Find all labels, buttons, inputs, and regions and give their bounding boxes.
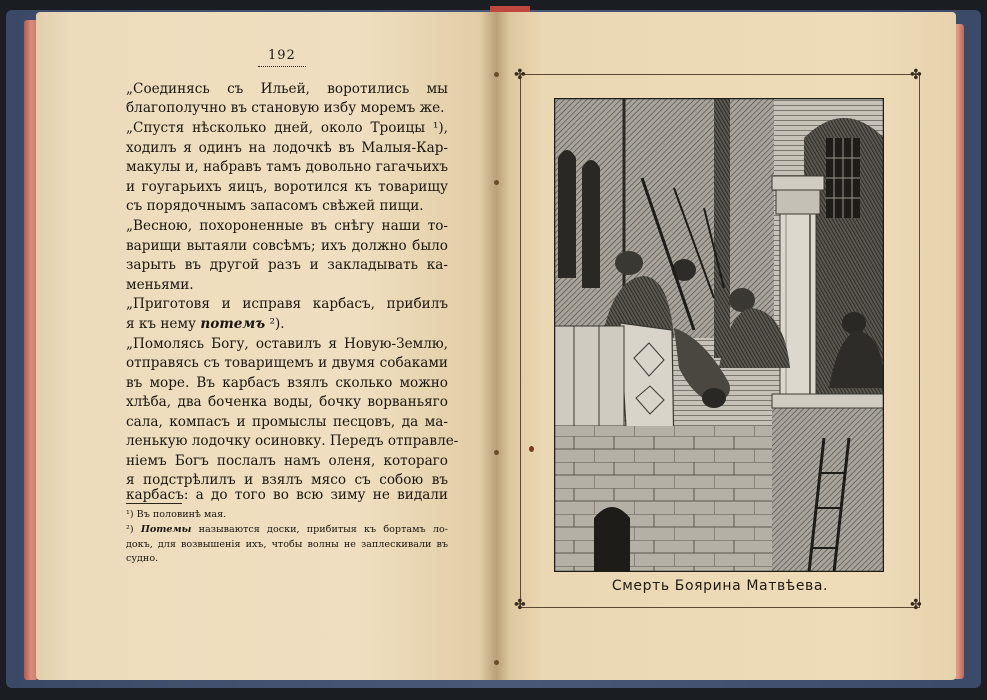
text-line: съ порядочнымъ запасомъ свѣжей пищи. [126, 198, 424, 214]
paper-stain [529, 446, 534, 452]
footnote-ref: ²) [126, 524, 134, 535]
engraving-illustration [554, 98, 884, 572]
page-number-rule [258, 66, 306, 67]
text-line: ленькую лодочку осиновку. Передъ отправле- [126, 433, 459, 449]
text-line: въ море. Въ карбасъ взялъ сколько можно [126, 375, 448, 391]
text-fragment: я къ нему [126, 316, 197, 332]
text-line: благополучно въ становую избу моремъ же. [126, 100, 445, 116]
illustration-caption: Смерть Боярина Матвѣева. [611, 578, 829, 594]
footnote-1: ¹) Въ половинѣ мая. [126, 509, 227, 520]
corner-ornament-icon: ✤ [514, 67, 526, 83]
text-line: „Спустя нѣсколько дней, около Троицы ¹), [126, 120, 448, 136]
text-line: „Весною, похороненные въ снѣгу наши то- [126, 218, 448, 234]
text-line: и гоугарьихъ яицъ, воротился къ товарищу [126, 179, 448, 195]
emphasized-word: потемъ [200, 316, 266, 332]
footnote-ref: ²). [269, 316, 285, 332]
text-line: меньями. [126, 277, 194, 293]
footnote-2-cont: докъ, для возвышенія ихъ, чтобы волны не заплескивали въ [126, 539, 448, 550]
text-line: макулы и, набравъ тамъ довольно гагачьихъ [126, 159, 448, 175]
book-gutter [480, 12, 510, 680]
text-line: „Приготовя и исправя карбасъ, прибилъ [126, 296, 448, 312]
text-line: варищи вытаяли совсѣмъ; ихъ должно было [126, 238, 448, 254]
text-line: зарыть въ другой разъ и закладывать ка- [126, 257, 448, 273]
page-number: 192 [268, 48, 296, 63]
emphasized-word: Потемы [140, 524, 192, 535]
corner-ornament-icon: ✤ [514, 597, 526, 613]
text-line: карбасъ: а до того во всю зиму не видали [126, 487, 448, 503]
binding-thread [494, 450, 499, 455]
corner-ornament-icon: ✤ [910, 597, 922, 613]
corner-ornament-icon: ✤ [910, 67, 922, 83]
footnote-rule [126, 503, 182, 504]
text-line: „Помолясь Богу, оставилъ я Новую-Землю, [126, 336, 448, 352]
footnote-2 [126, 524, 448, 536]
binding-thread [494, 180, 499, 185]
text-line: хлѣба, два боченка воды, бочку ворваньяго [126, 394, 448, 410]
text-line: отправясь съ товарищемъ и двумя собаками [126, 355, 448, 371]
text-line: ходилъ я одинъ на лодочкѣ въ Малыя-Кар- [126, 140, 448, 156]
text-line: сала, компасъ и промыслы песцовъ, да ма- [126, 414, 448, 430]
text-line: я подстрѣлилъ и взялъ мясо съ собою въ [126, 472, 448, 488]
footnote-2-end: судно. [126, 553, 159, 564]
text-line-nailed [126, 315, 448, 333]
text-line: „Соединясь съ Ильей, воротились мы [126, 81, 448, 97]
binding-thread [494, 72, 499, 77]
text-line: ніемъ Богъ послалъ намъ оленя, котораго [126, 453, 448, 469]
footnote-text: называются доски, прибитыя къ бортамъ ло- [198, 524, 448, 535]
binding-thread [494, 660, 499, 665]
